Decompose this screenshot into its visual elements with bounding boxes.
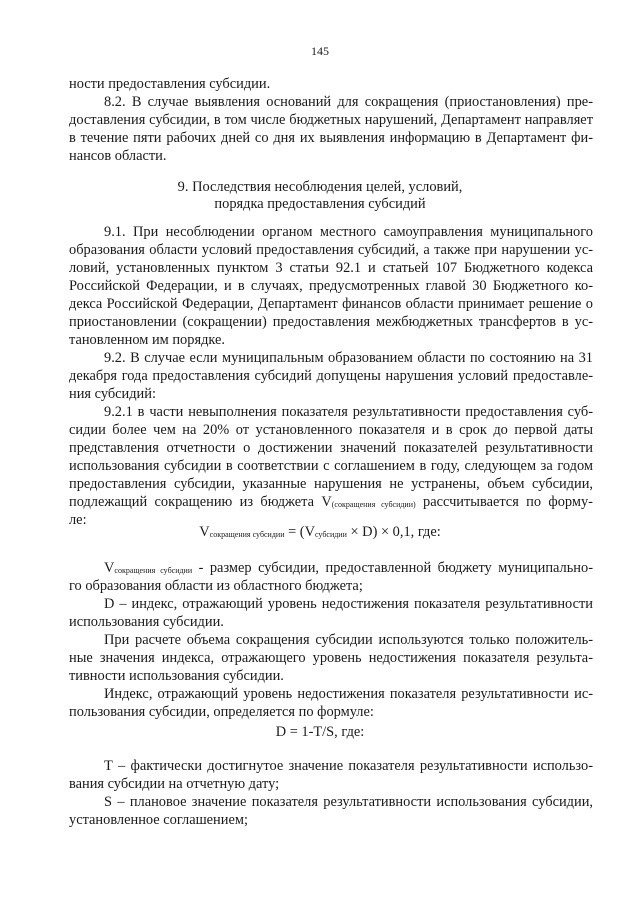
formula-part: = (V	[284, 524, 315, 540]
formula-part: × D) × 0,1, где:	[346, 524, 441, 540]
text-line: Индекс, отражающий уровень недостижения показателя результативности ис-	[104, 686, 593, 702]
text-line	[104, 560, 593, 580]
subscript: (сокращения субсидии)	[331, 500, 416, 509]
text-line: Т – фактически достигнутое значение показателя результативности использо-	[104, 758, 593, 774]
text-line: декабря года предоставления субсидий допущены нарушения условий предоставле-	[69, 368, 593, 384]
text-line: доставления субсидии, в том числе бюджетных нарушений, Департамент направляет	[69, 112, 593, 128]
text-line: вания субсидии на отчетную дату;	[69, 776, 280, 792]
text-line: в течение пяти рабочих дней со дня их выявления информацию в Департамент фи-	[69, 130, 593, 146]
text-line: 8.2. В случае выявления оснований для сокращения (приостановления) пре-	[104, 94, 593, 110]
section-heading-line-1: 9. Последствия несоблюдения целей, условий,	[177, 179, 463, 195]
section-heading-line-2: порядка предоставления субсидий	[214, 196, 426, 212]
text-run: - размер субсидии, предоставленной бюджету муниципально-	[192, 560, 593, 576]
subscript: сокращения субсидии	[114, 566, 193, 575]
text-line: тивности использования субсидии.	[69, 668, 284, 684]
text-line: 9.2. В случае если муниципальным образованием области по состоянию на 31	[104, 350, 593, 366]
text-line: представления отчетности о достижении значений показателей результативности	[69, 440, 593, 456]
text-line: 9.2.1 в части невыполнения показателя результативности предоставления суб-	[104, 404, 593, 420]
formula-index: D = 1-T/S, где:	[275, 724, 365, 740]
text-line: тановленном им порядке.	[69, 332, 226, 348]
text-line: декса Российской Федерации, Департамент финансов области принимает решение о	[69, 296, 593, 312]
text-line: нансов области.	[69, 148, 167, 164]
text-line: ные значения индекса, отражающего уровень недостижения показателя результа-	[69, 650, 593, 666]
text-line: ности предоставления субсидии.	[69, 76, 271, 92]
text-line: ловий, установленных пунктом 3 статьи 92.1 и статьей 107 Бюджетного кодекса	[69, 260, 593, 276]
text-line: приостановлении (сокращении) предоставления межбюджетных трансфертов в ус-	[69, 314, 593, 330]
text-line: сидии более чем на 20% от установленного показателя и в срок до первой даты	[69, 422, 593, 438]
text-line: Российской Федерации, и в случаях, предусмотренных главой 30 Бюджетного ко-	[69, 278, 593, 294]
text-run: рассчитывается по форму-	[415, 494, 593, 510]
text-line: го образования области из областного бюджета;	[69, 578, 363, 594]
subscript: сокращения субсидии	[209, 530, 285, 539]
text-line: использования субсидии в соответствии с соглашением в году, следующем за годом	[69, 458, 593, 474]
text-line: При расчете объема сокращения субсидии используются только положитель-	[104, 632, 593, 648]
text-run: подлежащий сокращению из бюджета V	[69, 494, 332, 510]
text-line: предоставления субсидии, указанные нарушения не устранены, объем субсидии,	[69, 476, 593, 492]
text-line: ния субсидий:	[69, 386, 156, 402]
subscript: субсидии	[314, 530, 347, 539]
text-line: использования субсидии.	[69, 614, 224, 630]
text-line: пользования субсидии, определяется по формуле:	[69, 704, 374, 720]
text-line: образования области условий предоставления субсидий, а также при нарушении ус-	[69, 242, 593, 258]
formula-var: V	[199, 524, 210, 540]
text-line: S – плановое значение показателя результативности использования субсидии,	[104, 794, 593, 810]
text-line	[69, 494, 593, 514]
text-line: D – индекс, отражающий уровень недостижения показателя результативности	[104, 596, 593, 612]
formula-var: V	[104, 560, 115, 576]
formula-reduction	[0, 524, 640, 544]
page-number: 145	[311, 44, 329, 58]
text-line: ле:	[69, 512, 87, 528]
text-line: 9.1. При несоблюдении органом местного самоуправления муниципального	[104, 224, 593, 240]
text-line: установленное соглашением;	[69, 812, 248, 828]
